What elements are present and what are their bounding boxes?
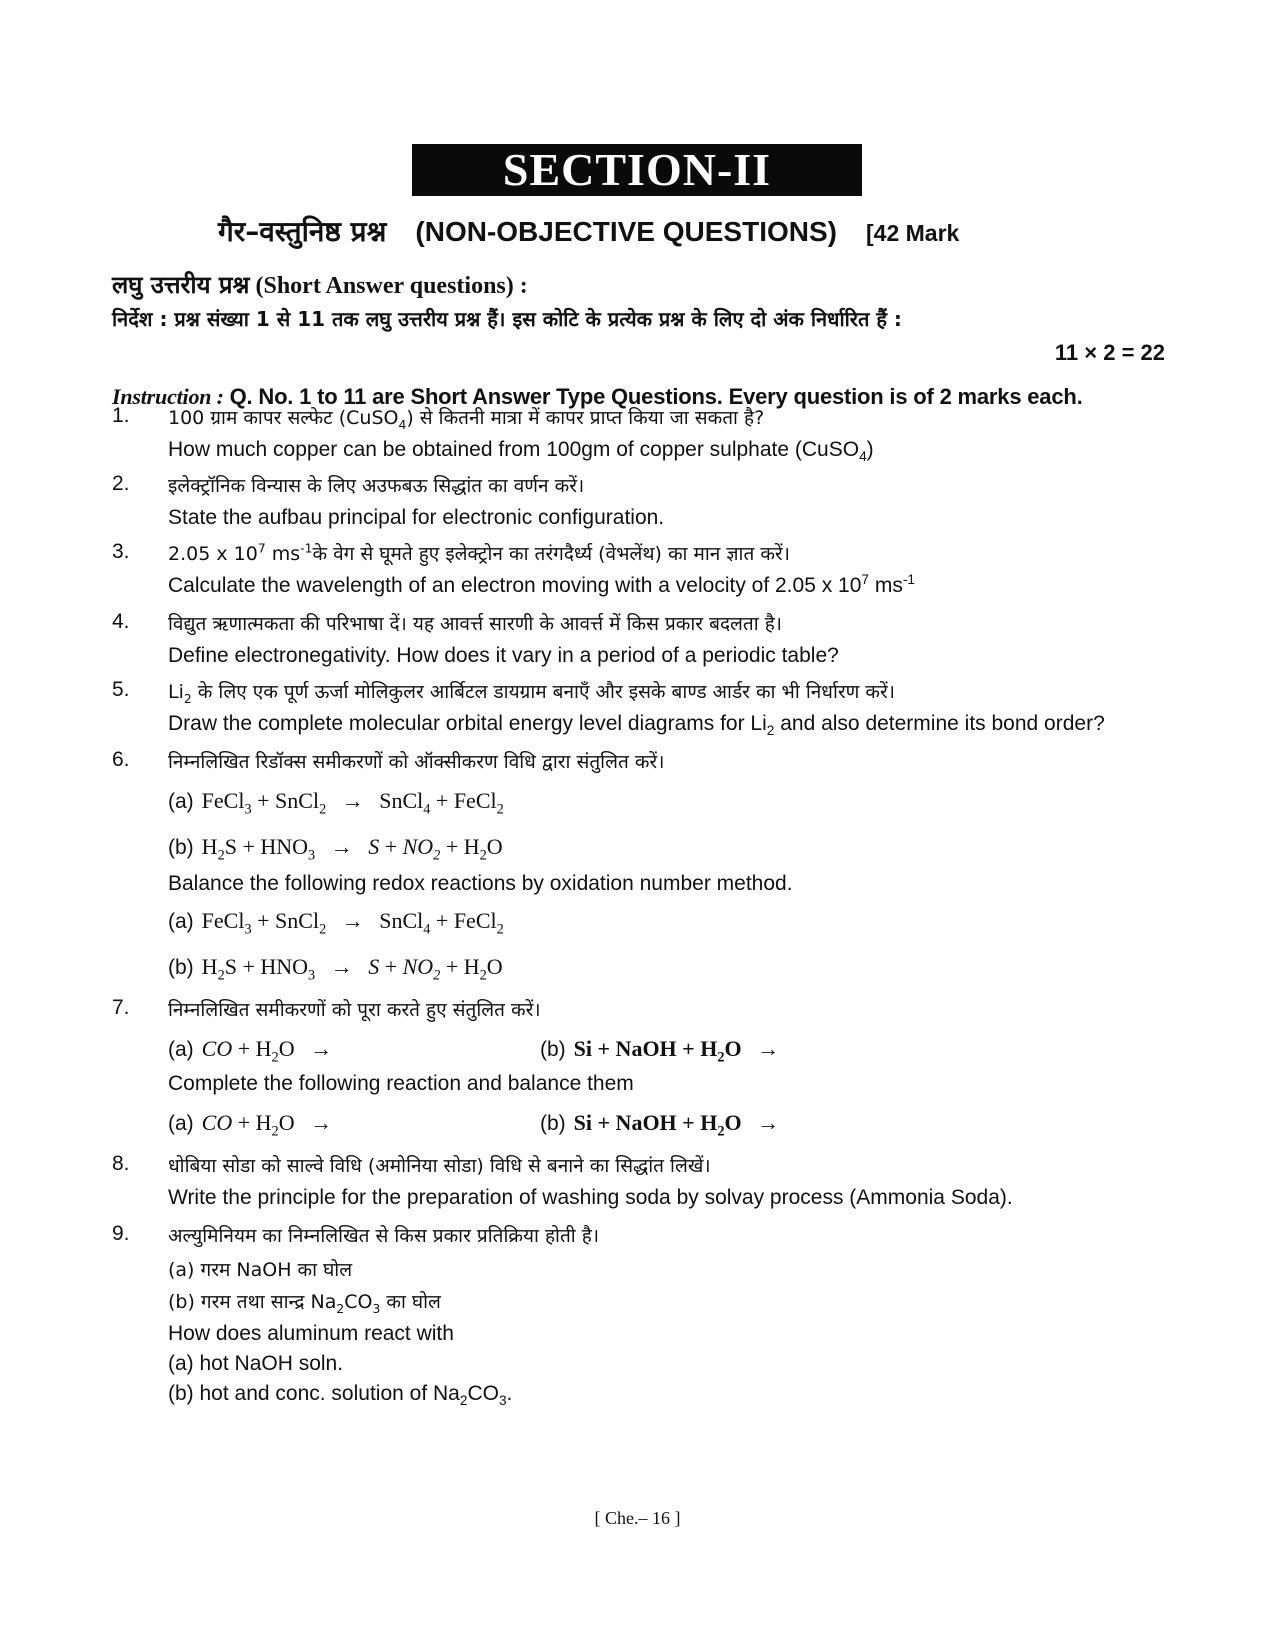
question-number: 2.: [112, 472, 130, 495]
question-text: CO + $H_2O$ →: [201, 1110, 333, 1140]
equation-b: [540, 1036, 789, 1066]
question-number: 3.: [112, 540, 130, 563]
equation-label: (a): [168, 1112, 194, 1135]
equation-a-repeat: [168, 1110, 342, 1140]
instruction-text: Q. No. 1 to 11 are Short Answer Type Questions. Every question is of 2 marks each.: [229, 384, 1083, 409]
question-hindi: धोबिया सोडा को साल्वे विधि (अमोनिया सोडा) विधि से बनाने का सिद्धांत लिखें।: [168, 1155, 711, 1177]
question-hindi: [168, 540, 790, 566]
question-english: Complete the following reaction and balance them: [168, 1072, 634, 1095]
question-text: CO + $H_2O$ →: [201, 1036, 333, 1066]
question-text: $H_2S + HNO_3 \to S + NO_2 + H_2O$: [201, 834, 503, 864]
question-english: [168, 574, 915, 598]
equation-label: (b): [540, 1112, 566, 1135]
question-number: 9.: [112, 1222, 130, 1245]
equation-b: [168, 834, 503, 864]
question-text: (a) गरम NaOH का घोल: [168, 1259, 353, 1281]
equation-label: (b): [168, 836, 194, 859]
question-text: $H_2S + HNO_3 \to S + NO_2 + H_2O$: [201, 954, 503, 984]
question-text: FeCl$_3$ + SnCl$_2$ → SnCl$_4$ + FeCl$_2$: [201, 788, 504, 818]
question-hindi: निम्नलिखित समीकरणों को पूरा करते हुए संतुलित करें।: [168, 999, 541, 1021]
direction-hindi: निर्देश : प्रश्न संख्या 1 से 11 तक लघु उत्तरीय प्रश्न हैं। इस कोटि के प्रत्येक प्रश्न के लिए दो अंक निर्धारित हैं :: [112, 307, 902, 331]
equation-a: [168, 1036, 342, 1066]
page-footer: [ Che.– 16 ]: [594, 1508, 681, 1528]
question-hindi: निम्नलिखित रिडॉक्स समीकरणों को ऑक्सीकरण विधि द्वारा संतुलित करें।: [168, 751, 665, 773]
equation-a-repeat: [168, 908, 504, 938]
equation-b-repeat: [168, 954, 503, 984]
question-number: 5.: [112, 678, 130, 701]
question-hindi-b: [168, 1288, 441, 1314]
question-hindi: [168, 404, 764, 430]
question-hindi: [168, 678, 895, 704]
question-text: Si + NaOH + $H_2O$ →: [573, 1110, 780, 1140]
question-number: 7.: [112, 996, 130, 1019]
question-hindi: इलेक्ट्रॉनिक विन्यास के लिए अउफबऊ सिद्धांत का वर्णन करें।: [168, 475, 585, 497]
question-text: Si + NaOH + $H_2O$ →: [573, 1036, 780, 1066]
question-english-a: (a) hot NaOH soln.: [168, 1352, 344, 1375]
question-text: (b) गरम तथा सान्द्र $Na_2CO_3$ का घोल: [168, 1291, 441, 1316]
question-english-b: [168, 1382, 513, 1409]
equation-a: [168, 788, 504, 818]
question-english: State the aufbau principal for electronic configuration.: [168, 506, 665, 529]
question-text: Calculate the wavelength of an electron moving with a velocity of 2.05 x $10^7$ $ms^{-1}$: [168, 572, 915, 597]
equation-label: (a): [168, 1038, 194, 1061]
question-english: Balance the following redox reactions by oxidation number method.: [168, 872, 793, 895]
instruction-label: Instruction :: [112, 384, 224, 409]
question-text: How much copper can be obtained from 100gm of copper sulphate (CuSO$_4$): [168, 438, 874, 465]
question-english: [168, 712, 1105, 739]
equation-label: (b): [540, 1038, 566, 1061]
equation-label: (b): [168, 956, 194, 979]
short-answer-english: (Short Answer questions) :: [255, 273, 528, 299]
subtitle-marks: [42 Mark: [866, 220, 960, 246]
question-number: 6.: [112, 748, 130, 771]
question-text: 2.05 x $10^7$ $ms^{-1}के$ वेग से घूमते हुए इलेक्ट्रोन का तरंगदैर्ध्य (वेभलेंथ) का मान ज्ञात करें।: [168, 541, 790, 565]
question-hindi: अल्युमिनियम का निम्नलिखित से किस प्रकार प्रतिक्रिया होती है।: [168, 1225, 600, 1247]
marks-calculation: 11 × 2 = 22: [1054, 340, 1165, 365]
equation-label: (a): [168, 790, 194, 813]
question-number: 8.: [112, 1152, 130, 1175]
question-english: [168, 438, 874, 465]
question-hindi: विद्युत ऋणात्मकता की परिभाषा दें। यह आवर्त्त सारणी के आवर्त्त में किस प्रकार बदलता है।: [168, 613, 783, 635]
equation-label: (a): [168, 910, 194, 933]
question-hindi-a: [168, 1256, 352, 1282]
question-text: Draw the complete molecular orbital energy level diagrams for $Li_2$ and also determine its bond order?: [168, 712, 1105, 739]
subtitle-english: (NON-OBJECTIVE QUESTIONS): [415, 216, 837, 247]
section-subtitle: [218, 210, 1178, 255]
short-answer-heading: [112, 268, 1164, 303]
equation-b-repeat: [540, 1110, 789, 1140]
question-english: Define electronegativity. How does it vary in a period of a periodic table?: [168, 644, 839, 667]
question-text: 100 ग्राम कापर सल्फेट (CuSO$_4$) से कितनी मात्रा में कापर प्राप्त किया जा सकता है?: [168, 407, 765, 432]
question-english: How does aluminum react with: [168, 1322, 454, 1345]
subtitle-hindi: गैर–वस्तुनिष्ठ प्रश्न: [218, 215, 387, 248]
question-english: Write the principle for the preparation of washing soda by solvay process (Ammonia Soda).: [168, 1186, 1013, 1209]
short-answer-hindi: लघु उत्तरीय प्रश्न: [112, 271, 250, 299]
section-title: SECTION-II: [412, 144, 862, 196]
question-text: (b) hot and conc. solution of $Na_2CO_3$.: [168, 1382, 513, 1409]
question-text: $Li_2$ के लिए एक पूर्ण ऊर्जा मोलिकुलर आर्बिटल डायग्राम बनाएँ और इसके बाण्ड आर्डर का भी निर्धारण करें।: [168, 681, 895, 706]
question-number: 1.: [112, 404, 130, 427]
question-text: FeCl$_3$ + SnCl$_2$ → SnCl$_4$ + FeCl$_2$: [201, 908, 504, 938]
question-number: 4.: [112, 610, 130, 633]
